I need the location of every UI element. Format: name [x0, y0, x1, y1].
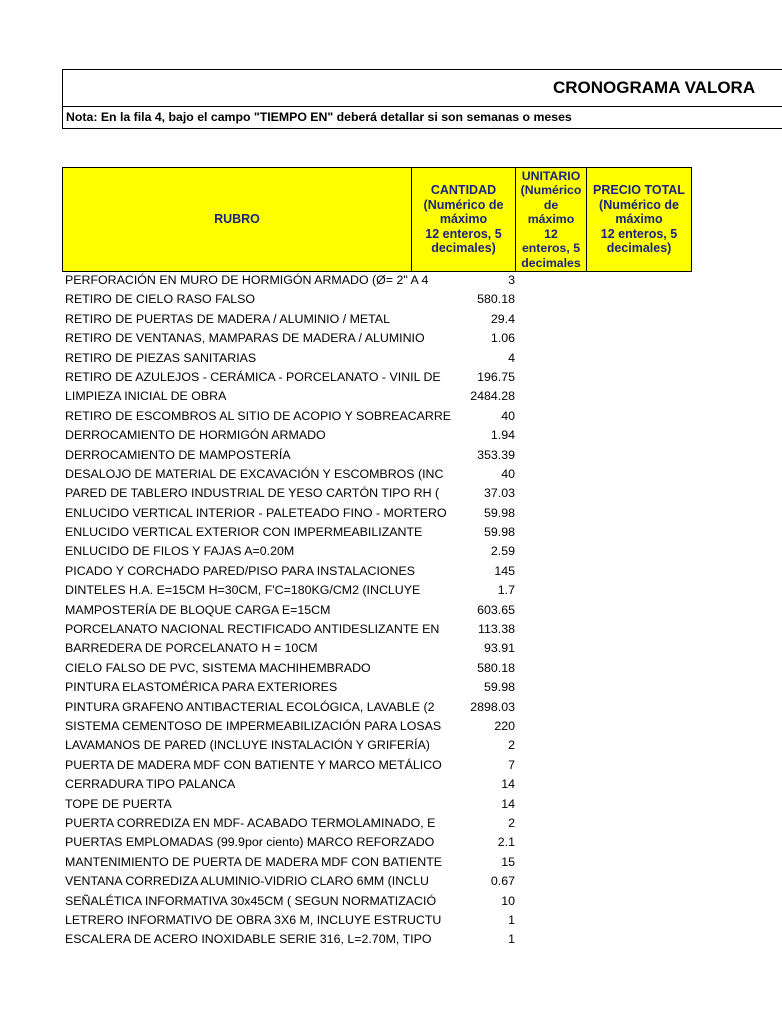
rubro-cell[interactable]: PICADO Y CORCHADO PARED/PISO PARA INSTALACIONES — [65, 563, 416, 578]
rubro-cell[interactable]: CERRADURA TIPO PALANCA — [65, 777, 236, 792]
rubro-cell[interactable]: MAMPOSTERÍA DE BLOQUE CARGA E=15CM — [65, 602, 331, 617]
table-row[interactable] — [62, 446, 522, 465]
table-row[interactable] — [62, 562, 522, 581]
rubro-cell[interactable]: DERROCAMIENTO DE MAMPOSTERÍA — [65, 447, 291, 462]
cantidad-cell[interactable]: 59.98 — [483, 505, 515, 520]
header-rubro-label: RUBRO — [214, 212, 260, 227]
table-row[interactable] — [62, 523, 522, 542]
cantidad-cell[interactable]: 14 — [501, 777, 515, 792]
rubro-cell[interactable]: CIELO FALSO DE PVC, SISTEMA MACHIHEMBRADO — [65, 660, 371, 675]
rubro-cell[interactable]: VENTANA CORREDIZA ALUMINIO-VIDRIO CLARO 6MM (INCLU — [65, 874, 429, 889]
rubro-cell[interactable]: TOPE DE PUERTA — [65, 796, 172, 811]
cantidad-cell[interactable]: 220 — [494, 718, 515, 733]
cantidad-cell[interactable]: 59.98 — [483, 525, 515, 540]
rubro-cell[interactable]: PORCELANATO NACIONAL RECTIFICADO ANTIDESLIZANTE EN — [65, 622, 440, 637]
table-row[interactable] — [62, 892, 522, 911]
table-row[interactable] — [62, 698, 522, 717]
cantidad-cell[interactable]: 3 — [508, 273, 515, 287]
table-row[interactable] — [62, 833, 522, 852]
header-unitario-line: decimales — [521, 255, 581, 270]
header-total-line: máximo — [615, 212, 663, 227]
rubro-cell[interactable]: MANTENIMIENTO DE PUERTA DE MADERA MDF CON BATIENTE — [65, 854, 443, 869]
table-row[interactable] — [62, 349, 522, 368]
note-box — [62, 107, 782, 129]
cantidad-cell[interactable]: 0.67 — [490, 874, 515, 889]
cantidad-cell[interactable]: 353.39 — [477, 447, 515, 462]
cantidad-cell[interactable]: 196.75 — [477, 369, 515, 384]
rubro-cell[interactable]: RETIRO DE CIELO RASO FALSO — [65, 292, 256, 307]
table-row[interactable] — [62, 853, 522, 872]
rubro-cell[interactable]: BARREDERA DE PORCELANATO H = 10CM — [65, 641, 318, 656]
header-total-line: (Numérico de — [599, 197, 679, 212]
rubro-cell[interactable]: RETIRO DE PIEZAS SANITARIAS — [65, 350, 257, 365]
cantidad-cell[interactable]: 40 — [501, 466, 515, 481]
header-total-line: decimales) — [606, 241, 672, 256]
header-total-line: 12 enteros, 5 — [600, 226, 678, 241]
cantidad-cell[interactable]: 580.18 — [477, 660, 515, 675]
rubro-cell[interactable]: LAVAMANOS DE PARED (INCLUYE INSTALACIÓN Y GRIFERÍA) — [65, 738, 430, 753]
rubro-cell[interactable]: SISTEMA CEMENTOSO DE IMPERMEABILIZACIÓN PARA LOSAS — [65, 718, 442, 733]
rubro-cell[interactable]: ENLUCIDO VERTICAL EXTERIOR CON IMPERMEABILIZANTE — [65, 525, 423, 540]
rubro-cell[interactable]: PINTURA ELASTOMÉRICA PARA EXTERIORES — [65, 680, 338, 695]
cantidad-cell[interactable]: 37.03 — [483, 486, 515, 501]
rubro-cell[interactable]: DINTELES H.A. E=15CM H=30CM, F'C=180KG/CM2 (INCLUYE — [65, 583, 421, 598]
cantidad-cell[interactable]: 1.94 — [490, 428, 515, 443]
rubro-cell[interactable]: PARED DE TABLERO INDUSTRIAL DE YESO CARTÓN TIPO RH ( — [65, 486, 440, 501]
cantidad-cell[interactable]: 7 — [508, 757, 515, 772]
table-row[interactable] — [62, 930, 522, 949]
table-row[interactable] — [62, 368, 522, 387]
cantidad-cell[interactable]: 1.06 — [490, 331, 515, 346]
note-text: Nota: En la fila 4, bajo el campo "TIEMPO EN" deberá detallar si son semanas o meses — [66, 110, 572, 124]
cantidad-cell[interactable]: 2.1 — [497, 835, 515, 850]
header-unitario-line: de — [543, 197, 559, 212]
rubro-cell[interactable]: RETIRO DE VENTANAS, MAMPARAS DE MADERA / ALUMINIO — [65, 331, 425, 346]
data-rows — [62, 271, 522, 950]
rubro-cell[interactable]: PUERTAS EMPLOMADAS (99.9por ciento) MARCO REFORZADO — [65, 835, 435, 850]
table-row[interactable] — [62, 756, 522, 775]
cantidad-cell[interactable]: 2 — [508, 815, 515, 830]
header-unitario-line: enteros, 5 — [521, 241, 581, 256]
table-row[interactable] — [62, 814, 522, 833]
title-box — [62, 69, 782, 107]
table-row[interactable] — [62, 290, 522, 309]
cantidad-cell[interactable]: 40 — [501, 408, 515, 423]
header-cantidad-line: 12 enteros, 5 — [425, 226, 502, 241]
header-cantidad-line: CANTIDAD — [430, 183, 497, 198]
rubro-cell[interactable]: RETIRO DE ESCOMBROS AL SITIO DE ACOPIO Y SOBREACARRE — [65, 408, 452, 423]
rubro-cell[interactable]: RETIRO DE PUERTAS DE MADERA / ALUMINIO / METAL — [65, 311, 390, 326]
cantidad-cell[interactable]: 2.59 — [490, 544, 515, 559]
table-row[interactable] — [62, 736, 522, 755]
table-row[interactable] — [62, 795, 522, 814]
table-row[interactable] — [62, 601, 522, 620]
table-row[interactable] — [62, 678, 522, 697]
cantidad-cell[interactable]: 10 — [501, 893, 515, 908]
table-row[interactable] — [62, 659, 522, 678]
rubro-cell[interactable]: PERFORACIÓN EN MURO DE HORMIGÓN ARMADO (Ø= 2" A 4 — [65, 273, 429, 287]
header-total-line: PRECIO TOTAL — [593, 183, 685, 198]
table-row[interactable] — [62, 484, 522, 503]
table-row[interactable] — [62, 911, 522, 930]
table-row[interactable] — [62, 426, 522, 445]
header-cantidad-line: (Numérico de — [423, 197, 504, 212]
cantidad-cell[interactable]: 14 — [501, 796, 515, 811]
cantidad-cell[interactable]: 15 — [501, 854, 515, 869]
table-row[interactable] — [62, 775, 522, 794]
table-row[interactable] — [62, 581, 522, 600]
rubro-cell[interactable]: SEÑALÉTICA INFORMATIVA 30x45CM ( SEGUN NORMATIZACIÓ — [65, 893, 437, 908]
table-row[interactable] — [62, 542, 522, 561]
table-row[interactable] — [62, 329, 522, 348]
cantidad-cell[interactable]: 1 — [508, 932, 515, 947]
table-row[interactable] — [62, 639, 522, 658]
table-row[interactable] — [62, 465, 522, 484]
rubro-cell[interactable]: ESCALERA DE ACERO INOXIDABLE SERIE 316, L=2.70M, TIPO — [65, 932, 432, 947]
header-precio-total[interactable] — [586, 167, 692, 272]
table-row[interactable] — [62, 504, 522, 523]
rubro-cell[interactable]: RETIRO DE AZULEJOS - CERÁMICA - PORCELANATO - VINIL DE — [65, 369, 441, 384]
header-unitario-line: máximo — [527, 212, 575, 227]
rubro-cell[interactable]: LIMPIEZA INICIAL DE OBRA — [65, 389, 227, 404]
header-cantidad-line: decimales) — [431, 241, 496, 256]
cantidad-cell[interactable]: 113.38 — [478, 622, 515, 637]
header-unitario[interactable] — [515, 167, 587, 272]
cantidad-cell[interactable]: 580.18 — [477, 292, 515, 307]
table-row[interactable] — [62, 407, 522, 426]
cantidad-cell[interactable]: 93.91 — [483, 641, 515, 656]
table-row[interactable] — [62, 620, 522, 639]
rubro-cell[interactable]: DESALOJO DE MATERIAL DE EXCAVACIÓN Y ESCOMBROS (INC — [65, 466, 444, 481]
table-row[interactable] — [62, 872, 522, 891]
cantidad-cell[interactable]: 29.4 — [490, 311, 515, 326]
rubro-cell[interactable]: ENLUCIDO VERTICAL INTERIOR - PALETEADO FINO - MORTERO — [65, 505, 447, 520]
cantidad-cell[interactable]: 145 — [494, 563, 515, 578]
cantidad-cell[interactable]: 1.7 — [497, 583, 515, 598]
header-rubro[interactable] — [62, 167, 412, 272]
header-unitario-line: 12 — [544, 226, 558, 241]
cantidad-cell[interactable]: 2 — [508, 738, 515, 753]
table-row[interactable] — [62, 271, 522, 290]
cantidad-cell[interactable]: 2484.28 — [470, 389, 515, 404]
rubro-cell[interactable]: PINTURA GRAFENO ANTIBACTERIAL ECOLÓGICA, LAVABLE (2 — [65, 699, 435, 714]
header-unitario-line: UNITARIO — [521, 168, 581, 183]
rubro-cell[interactable]: PUERTA DE MADERA MDF CON BATIENTE Y MARCO METÁLICO — [65, 757, 442, 772]
rubro-cell[interactable]: DERROCAMIENTO DE HORMIGÓN ARMADO — [65, 428, 326, 443]
header-cantidad-line: máximo — [439, 212, 488, 227]
table-row[interactable] — [62, 717, 522, 736]
table-row[interactable] — [62, 310, 522, 329]
rubro-cell[interactable]: ENLUCIDO DE FILOS Y FAJAS A=0.20M — [65, 544, 295, 559]
header-cantidad[interactable] — [411, 167, 516, 272]
cantidad-cell[interactable]: 4 — [508, 350, 515, 365]
cantidad-cell[interactable]: 1 — [508, 912, 515, 927]
rubro-cell[interactable]: PUERTA CORREDIZA EN MDF- ACABADO TERMOLAMINADO, E — [65, 815, 436, 830]
cantidad-cell[interactable]: 59.98 — [483, 680, 515, 695]
header-unitario-line: (Numérico — [520, 183, 582, 198]
cantidad-cell[interactable]: 603.65 — [477, 602, 515, 617]
rubro-cell[interactable]: LETRERO INFORMATIVO DE OBRA 3X6 M, INCLUYE ESTRUCTU — [65, 912, 442, 927]
sheet-title: CRONOGRAMA VALORA — [553, 78, 756, 97]
cantidad-cell[interactable]: 2898.03 — [470, 699, 515, 714]
table-row[interactable] — [62, 387, 522, 406]
